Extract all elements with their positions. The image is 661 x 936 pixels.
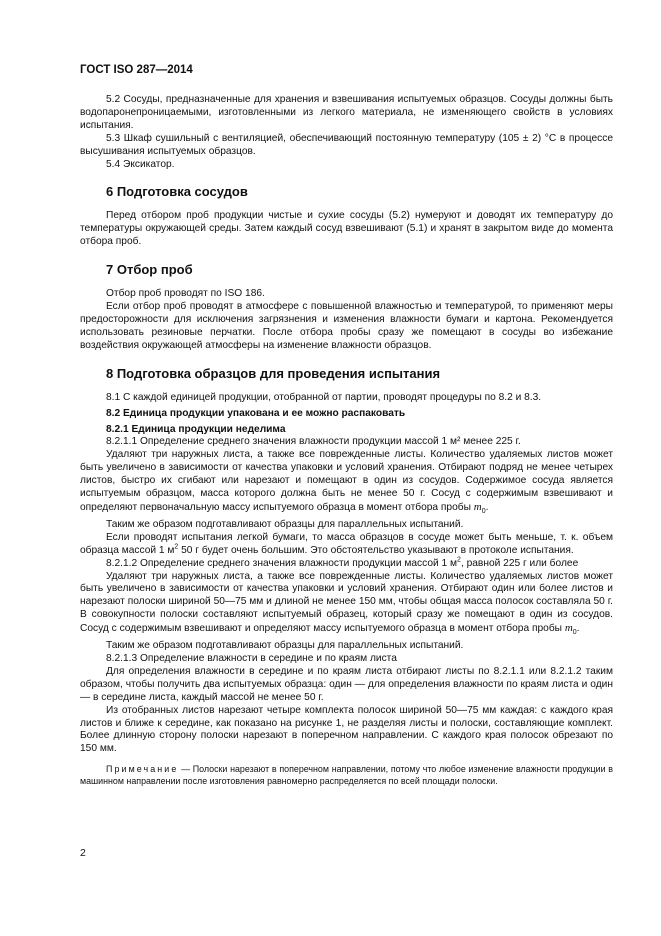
paragraph-8-2-1-3-b: Из отобранных листов нарезают четыре комплекта полосок шириной 50—75 мм каждая: с каждого края листов и ближе к середине, как показано на рисунке 1, не разделяя листы и полоски, составляющие комплект. Более длинную сторону полоски нарезают в поперечном направлении. С каждого края полосок обрезают по 150 мм.: [80, 704, 613, 755]
paragraph-5-2: 5.2 Сосуды, предназначенные для хранения и взвешивания испытуемых образцов. Сосуды должны быть водопаронепроницаемыми, изготовленными из легкого материала, не изменяющего свойств в условиях испытания.: [80, 94, 613, 131]
document-body: [80, 94, 613, 787]
paragraph-8-2-1-1-c: [80, 532, 613, 558]
paragraph-8-2-1-2: [80, 558, 613, 571]
paragraph-8-2-1-1: 8.2.1.1 Определение среднего значения влажности продукции массой 1 м² менее 225 г.: [106, 436, 521, 448]
document-header: ГОСТ ISO 287—2014: [80, 64, 193, 76]
section-8-heading: 8 Подготовка образцов для проведения испытания: [106, 365, 441, 381]
text-run: Удаляют три наружных листа, а также все поврежденные листы. Количество удаляемых листов может быть увеличено в зависимости от качества упаковки и условий хранения. Отбирают один или более листов и нарезают полоски шириной 50—75 мм и длиной не менее 150 мм, чтобы общая масса полосок составляла 50 г. В совокупности полоски составляют испытуемый образец, который сразу же помещают в один из сосудов. Сосуд с содержимым взвешивают и определяют массу испытуемого образца в момент отбора пробы: [80, 570, 613, 635]
text-run: 8.2.1.2 Определение среднего значения влажности продукции массой 1 м: [106, 557, 458, 569]
text-run: 50 г будет очень большим. Это обстоятельство указывают в протоколе испытания.: [178, 544, 574, 556]
mass-symbol: m: [473, 500, 482, 513]
section-6-heading: 6 Подготовка сосудов: [106, 184, 248, 200]
square-superscript: 2: [457, 556, 461, 564]
heading-8-2: 8.2 Единица продукции упакована и ее можно распаковать: [106, 407, 406, 419]
paragraph-6: Перед отбором проб продукции чистые и сухие сосуды (5.2) нумеруют и доводят их температуру до температуры окружающей среды. Затем каждый сосуд взвешивают (5.1) и хранят в закрытом виде до момента отбора проб.: [80, 210, 613, 248]
paragraph-7-2: Если отбор проб проводят в атмосфере с повышенной влажностью и температурой, то применяют меры предосторожности для исключения загрязнения и изменения влажности бумаги и картона. Рекомендуется использовать резиновые перчатки. После отбора пробы сразу же помещают в сосуды во избежание воздействия окружающей атмосферы на изменение влажности образцов.: [80, 301, 613, 351]
paragraph-8-2-1-2-b: Таким же образом подготавливают образцы для параллельных испытаний.: [106, 640, 464, 652]
paragraph-8-2-1-1-a: Удаляют три наружных листа, а также все поврежденные листы. Количество удаляемых листов может быть увеличено в зависимости от качества упаковки и условий хранения. Отбирают подряд не менее четырех листов, быстро их сгибают или нарезают и помещают в один из сосудов. Содержимое сосуда является испытуемым образцом, масса которого должна быть не менее 50 г. Сосуд с содержимым взвешивают и определяют первоначальную массу испытуемого образца в момент отбора пробы $m_0$.: [80, 449, 613, 515]
paragraph-8-2-1-1-b: Таким же образом подготавливают образцы для параллельных испытаний.: [106, 518, 464, 530]
square-superscript: 2: [174, 543, 179, 551]
paragraph-5-3: 5.3 Шкаф сушильный с вентиляцией, обеспечивающий постоянную температуру (105 ± 2) °С в процессе высушивания испытуемых образцов.: [80, 132, 613, 157]
paragraph-8-1: 8.1 С каждой единицей продукции, отобранной от партии, проводят процедуры по 8.2 и 8.3.: [106, 391, 542, 403]
mass-symbol: m: [564, 622, 573, 635]
paragraph-5-4: 5.4 Эксикатор.: [106, 158, 175, 170]
paragraph-8-2-1-3-a: Для определения влажности в середине и по краям листа отбирают листы по 8.2.1.1 или 8.2.1.2 таким образом, чтобы получить два испытуемых образца: один — для определения влажности по краям листа и один — в середине листа, каждый массой не менее 50 г.: [80, 665, 613, 703]
text-run: Удаляют три наружных листа, а также все поврежденные листы. Количество удаляемых листов может быть увеличено в зависимости от качества упаковки и условий хранения. Отбирают подряд не менее четырех листов, быстро их сгибают или нарезают и помещают в один из сосудов. Содержимое сосуда является испытуемым образцом, масса которого должна быть не менее 50 г. Сосуд с содержимым взвешивают и определяют первоначальную массу испытуемого образца в момент отбора пробы: [80, 449, 613, 513]
paragraph-7-1: Отбор проб проводят по ISO 186.: [106, 288, 265, 300]
page-number: 2: [80, 847, 86, 859]
text-run: , равной 225 г или более: [460, 557, 579, 569]
heading-8-2-1: 8.2.1 Единица продукции неделима: [106, 423, 286, 435]
mass-subscript: 0: [572, 629, 577, 637]
paragraph-8-2-1-3: 8.2.1.3 Определение влажности в середине и по краям листа: [106, 652, 397, 664]
text-run: Если проводят испытания легкой бумаги, то масса образцов в сосуде может быть меньше, т. к. объем образца массой 1 м: [80, 531, 613, 556]
paragraph-8-2-1-2-a: Удаляют три наружных листа, а также все поврежденные листы. Количество удаляемых листов может быть увеличено в зависимости от качества упаковки и условий хранения. Отбирают один или более листов и нарезают полоски шириной 50—75 мм и длиной не менее 150 мм, чтобы общая масса полосок составляла 50 г. В совокупности полоски составляют испытуемый образец, который сразу же помещают в один из сосудов. Сосуд с содержимым взвешивают и определяют массу испытуемого образца в момент отбора пробы $m_0$.: [80, 570, 613, 637]
note-label: Примечание: [106, 764, 179, 775]
section-7-heading: 7 Отбор проб: [106, 262, 193, 278]
mass-subscript: 0: [481, 507, 486, 515]
note-text: — Полоски нарезают в поперечном направлении, потому что любое изменение влажности продукции в машинном направлении после изготовления равномерно распределяется по всей площади полоски.: [80, 764, 613, 787]
note: [80, 763, 613, 787]
